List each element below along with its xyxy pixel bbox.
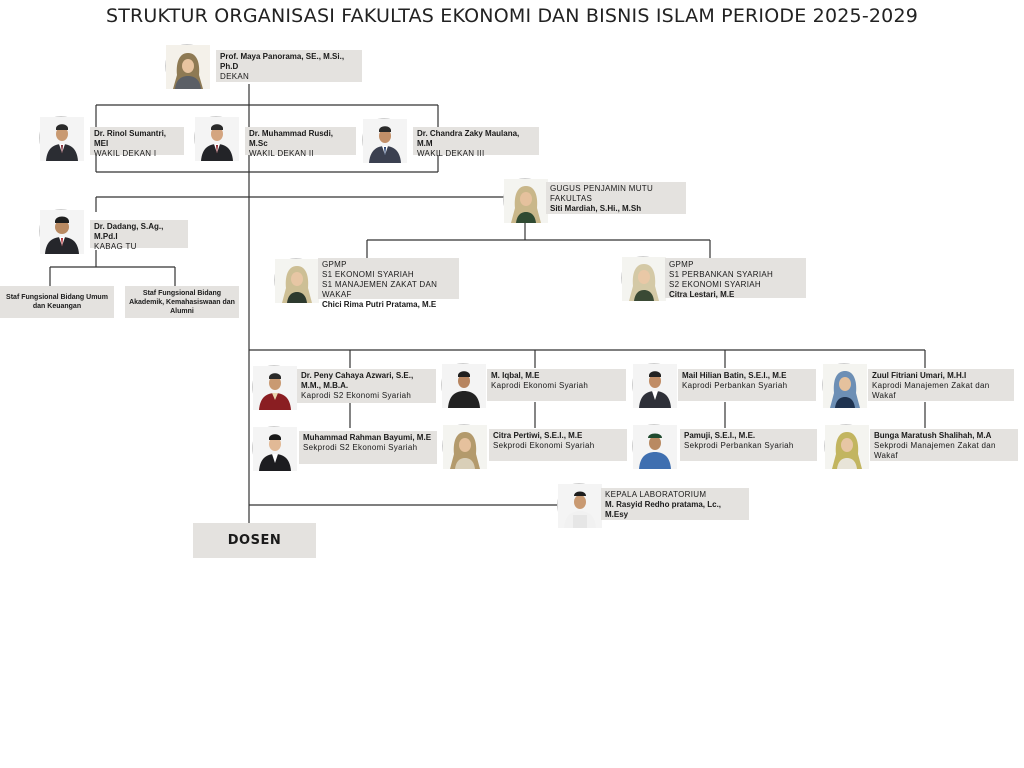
male-suit-icon (40, 210, 84, 254)
male-suit-icon (363, 119, 407, 163)
gpmp-1-line2: S1 EKONOMI SYARIAH (322, 270, 414, 279)
avatar-gpmp-2 (621, 256, 665, 300)
wakil-3-name: Dr. Chandra Zaky Maulana, M.M (417, 129, 520, 148)
card-lab (601, 488, 749, 520)
wakil-3-role: WAKIL DEKAN III (417, 149, 485, 158)
card-kaprodi-4 (868, 369, 1014, 401)
avatar-kaprodi-3 (632, 363, 676, 407)
kaprodi-2-name: M. Iqbal, M.E (491, 371, 540, 380)
sekprodi-3-role: Sekprodi Perbankan Syariah (684, 441, 794, 450)
sekprodi-2-name: Citra Pertiwi, S.E.I., M.E (493, 431, 583, 440)
sekprodi-4-role: Sekprodi Manajemen Zakat dan Wakaf (874, 441, 996, 460)
card-gpmp-1 (318, 258, 459, 309)
wakil-1-role: WAKIL DEKAN I (94, 149, 157, 158)
gpmp-1-line3: S1 MANAJEMEN ZAKAT DAN WAKAF (322, 280, 438, 299)
kaprodi-3-role: Kaprodi Perbankan Syariah (682, 381, 788, 390)
kaprodi-4-name: Zuul Fitriani Umari, M.H.I (872, 371, 967, 380)
kaprodi-1-name: Dr. Peny Cahaya Azwari, S.E., M.M., M.B.A. (301, 371, 414, 390)
card-wakil-2 (245, 127, 356, 158)
avatar-wakil-3 (362, 118, 406, 162)
male-suit-icon (253, 366, 297, 410)
chart-title: STRUKTUR ORGANISASI FAKULTAS EKONOMI DAN BISNIS ISLAM PERIODE 2025-2029 (105, 5, 919, 27)
card-kabag (90, 220, 188, 251)
dekan-name: Prof. Maya Panorama, SE., M.Si., Ph.D (220, 52, 345, 71)
female-hijab-icon (504, 179, 548, 223)
avatar-sekprodi-3 (632, 424, 676, 468)
card-sekprodi-4 (870, 429, 1018, 461)
gpmp-2-line2: S1 PERBANKAN SYARIAH (669, 270, 774, 279)
card-dekan (216, 50, 362, 82)
avatar-gpm (503, 178, 547, 222)
sekprodi-2-role: Sekprodi Ekonomi Syariah (493, 441, 595, 450)
avatar-kabag (39, 209, 83, 253)
male-suit-icon (442, 364, 486, 408)
avatar-lab (557, 483, 601, 527)
avatar-sekprodi-4 (824, 424, 868, 468)
avatar-kaprodi-4 (822, 363, 866, 407)
sekprodi-1-name: Muhammad Rahman Bayumi, M.E (303, 433, 432, 442)
gpmp-1-line1: GPMP (322, 260, 347, 269)
card-sekprodi-2 (489, 429, 627, 461)
female-hijab-icon (622, 257, 666, 301)
avatar-gpmp-1 (274, 258, 318, 302)
gpmp-2-line1: GPMP (669, 260, 694, 269)
sekprodi-4-name: Bunga Maratush Shalihah, M.A (874, 431, 992, 440)
card-sekprodi-1 (299, 431, 437, 464)
card-sekprodi-3 (680, 429, 817, 461)
avatar-kaprodi-1 (252, 365, 296, 409)
lab-name: M. Rasyid Redho pratama, Lc., M.Esy (605, 500, 722, 519)
avatar-dekan (165, 44, 209, 88)
female-hijab-icon (825, 425, 869, 469)
wakil-2-name: Dr. Muhammad Rusdi, M.Sc (249, 129, 334, 148)
avatar-kaprodi-2 (441, 363, 485, 407)
gpm-role: GUGUS PENJAMIN MUTU FAKULTAS (550, 184, 654, 203)
card-kaprodi-1 (297, 369, 436, 403)
male-suit-icon (633, 364, 677, 408)
card-kaprodi-2 (487, 369, 626, 401)
wakil-1-name: Dr. Rinol Sumantri, MEI (94, 129, 167, 148)
gpm-name: Siti Mardiah, S.Hi., M.Sh (550, 204, 642, 213)
kabag-name: Dr. Dadang, S.Ag., M.Pd.I (94, 222, 164, 241)
avatar-sekprodi-2 (442, 424, 486, 468)
staff-akademik: Staf Fungsional Bidang Akademik, Kemahasiswaan dan Alumni (125, 286, 239, 318)
female-hijab-icon (443, 425, 487, 469)
card-wakil-3 (413, 127, 539, 158)
kaprodi-3-name: Mail Hilian Batin, S.E.I., M.E (682, 371, 787, 380)
avatar-sekprodi-1 (252, 426, 296, 470)
card-gpm (546, 182, 686, 214)
gpmp-2-line3: S2 EKONOMI SYARIAH (669, 280, 761, 289)
lab-role: KEPALA LABORATORIUM (605, 490, 707, 499)
kabag-role: KABAG TU (94, 242, 137, 251)
male-suit-icon (558, 484, 602, 528)
staff-umum-keuangan: Staf Fungsional Bidang Umum dan Keuangan (0, 286, 114, 318)
male-suit-icon (633, 425, 677, 469)
card-wakil-1 (90, 127, 184, 158)
avatar-wakil-1 (39, 116, 83, 160)
female-hijab-icon (166, 45, 210, 89)
sekprodi-3-name: Pamuji, S.E.I., M.E. (684, 431, 756, 440)
male-suit-icon (195, 117, 239, 161)
sekprodi-1-role: Sekprodi S2 Ekonomi Syariah (303, 443, 418, 452)
gpmp-2-name: Citra Lestari, M.E (669, 290, 735, 299)
male-suit-icon (40, 117, 84, 161)
kaprodi-4-role: Kaprodi Manajemen Zakat dan Wakaf (872, 381, 990, 400)
female-hijab-icon (823, 364, 867, 408)
dosen-box: DOSEN (193, 523, 316, 558)
dekan-role: DEKAN (220, 72, 250, 81)
female-hijab-icon (275, 259, 319, 303)
wakil-2-role: WAKIL DEKAN II (249, 149, 314, 158)
card-kaprodi-3 (678, 369, 816, 401)
kaprodi-2-role: Kaprodi Ekonomi Syariah (491, 381, 589, 390)
card-gpmp-2 (665, 258, 806, 298)
gpmp-1-name: Chici Rima Putri Pratama, M.E (322, 300, 437, 309)
avatar-wakil-2 (194, 116, 238, 160)
male-suit-icon (253, 427, 297, 471)
kaprodi-1-role: Kaprodi S2 Ekonomi Syariah (301, 391, 412, 400)
